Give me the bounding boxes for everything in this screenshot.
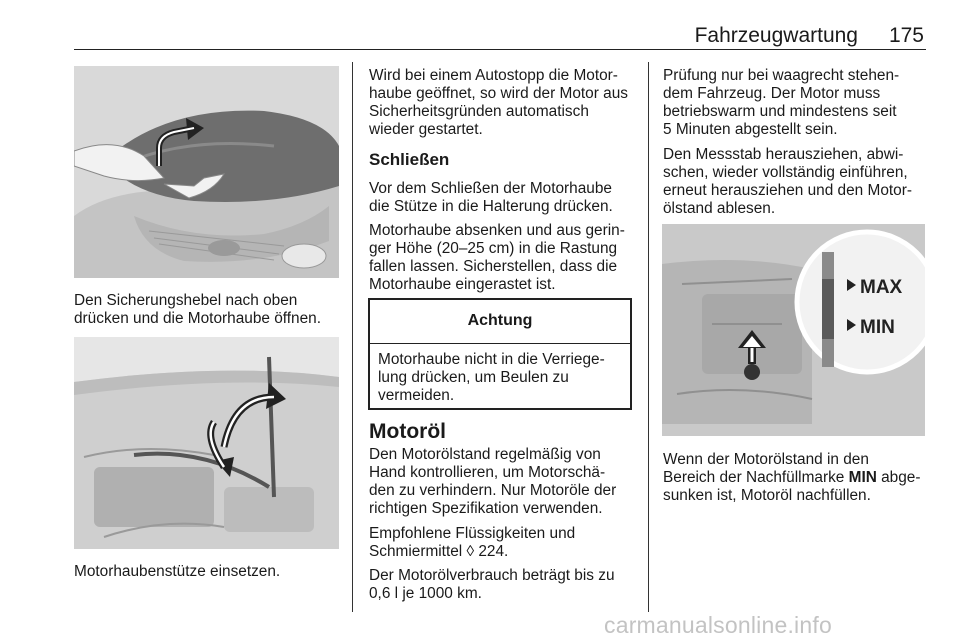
section-title: Fahrzeugwartung [694,24,858,47]
text-line: fallen lassen. Sicherstellen, dass die [369,258,618,275]
text-line: ger Höhe (20–25 cm) in die Rastung [369,240,618,257]
closing-heading: Schließen [369,150,450,169]
text-line: Prüfung nur bei waagrecht stehen- [663,67,900,84]
text-line: Hand kontrollieren, um Motorschä- [369,464,606,481]
text-line: lung drücken, um Beulen zu [378,369,569,386]
header-divider [74,49,926,50]
text-line: haube geöffnet, so wird der Motor aus [369,85,628,102]
watermark: carmanualsonline.info [604,612,832,638]
text-line: schen, wieder vollständig einführen, [663,164,908,181]
closing-paragraph-1 [369,180,644,216]
warning-box [368,298,632,410]
text-line: ölstand ablesen. [663,200,776,217]
text-line: Motorhaube eingerastet ist. [369,276,556,293]
text-line: Wenn der Motorölstand in den [663,451,869,468]
column-divider-2 [648,62,649,612]
text-line: Motorhaube nicht in die Verriege- [378,351,605,368]
dipstick-max-label: MAX [860,277,903,298]
text-line: 0,6 l je 1000 km. [369,585,482,602]
text-line: erneut herausziehen und den Motor- [663,182,912,199]
closing-paragraph-2 [369,222,644,294]
text-line: sunken ist, Motoröl nachfüllen. [663,487,871,504]
warning-text [378,351,628,405]
hood-stay-illustration [74,337,339,549]
text-line: Vor dem Schließen der Motorhaube [369,180,612,197]
text-line [663,469,928,487]
text-line: Schmiermittel ◊ 224. [369,543,509,560]
text-line: vermeiden. [378,387,455,404]
text-line: Der Motorölverbrauch beträgt bis zu [369,567,615,584]
caption-line: Den Sicherungshebel nach oben [74,292,298,309]
warning-title: Achtung [467,312,533,329]
text-line: Den Motorölstand regelmäßig von [369,446,601,463]
text-line: die Stütze in die Halterung drücken. [369,198,613,215]
column-divider-1 [352,62,353,612]
text-segment: Bereich der Nachfüllmarke [663,469,849,486]
caption-hood-release [74,292,349,328]
oil-paragraph-2 [369,525,644,561]
text-line: Empfohlene Flüssigkeiten und [369,525,576,542]
text-line: richtigen Spezifikation verwenden. [369,500,603,517]
oil-paragraph-3 [369,567,644,603]
text-segment: abge- [876,469,921,486]
text-line: 5 Minuten abgestellt sein. [663,121,838,138]
caption-hood-stay [74,563,349,581]
text-line: wieder gestartet. [369,121,483,138]
text-line: dem Fahrzeug. Der Motor muss [663,85,881,102]
min-mark-label: MIN [848,469,877,486]
text-line: betriebswarm und mindestens seit [663,103,897,120]
text-line: den zu verhindern. Nur Motoröle der [369,482,617,499]
text-line: Den Messstab herausziehen, abwi- [663,146,904,163]
hood-release-illustration [74,66,339,278]
page-header [74,22,926,48]
dipstick-illustration [662,224,925,436]
check-paragraph-1 [663,67,928,139]
oil-paragraph-1 [369,446,644,518]
autostop-paragraph [369,67,644,139]
caption-line: Motorhaubenstütze einsetzen. [74,563,281,580]
engine-oil-heading: Motoröl [369,420,446,443]
refill-paragraph [663,451,928,505]
warning-divider [370,343,630,344]
text-line: Wird bei einem Autostopp die Motor- [369,67,618,84]
text-line: Sicherheitsgründen automatisch [369,103,589,120]
dipstick-min-label: MIN [860,317,895,338]
caption-line: drücken und die Motorhaube öffnen. [74,310,322,327]
check-paragraph-2 [663,146,928,218]
page-number: 175 [888,24,924,47]
text-line: Motorhaube absenken und aus gerin- [369,222,625,239]
